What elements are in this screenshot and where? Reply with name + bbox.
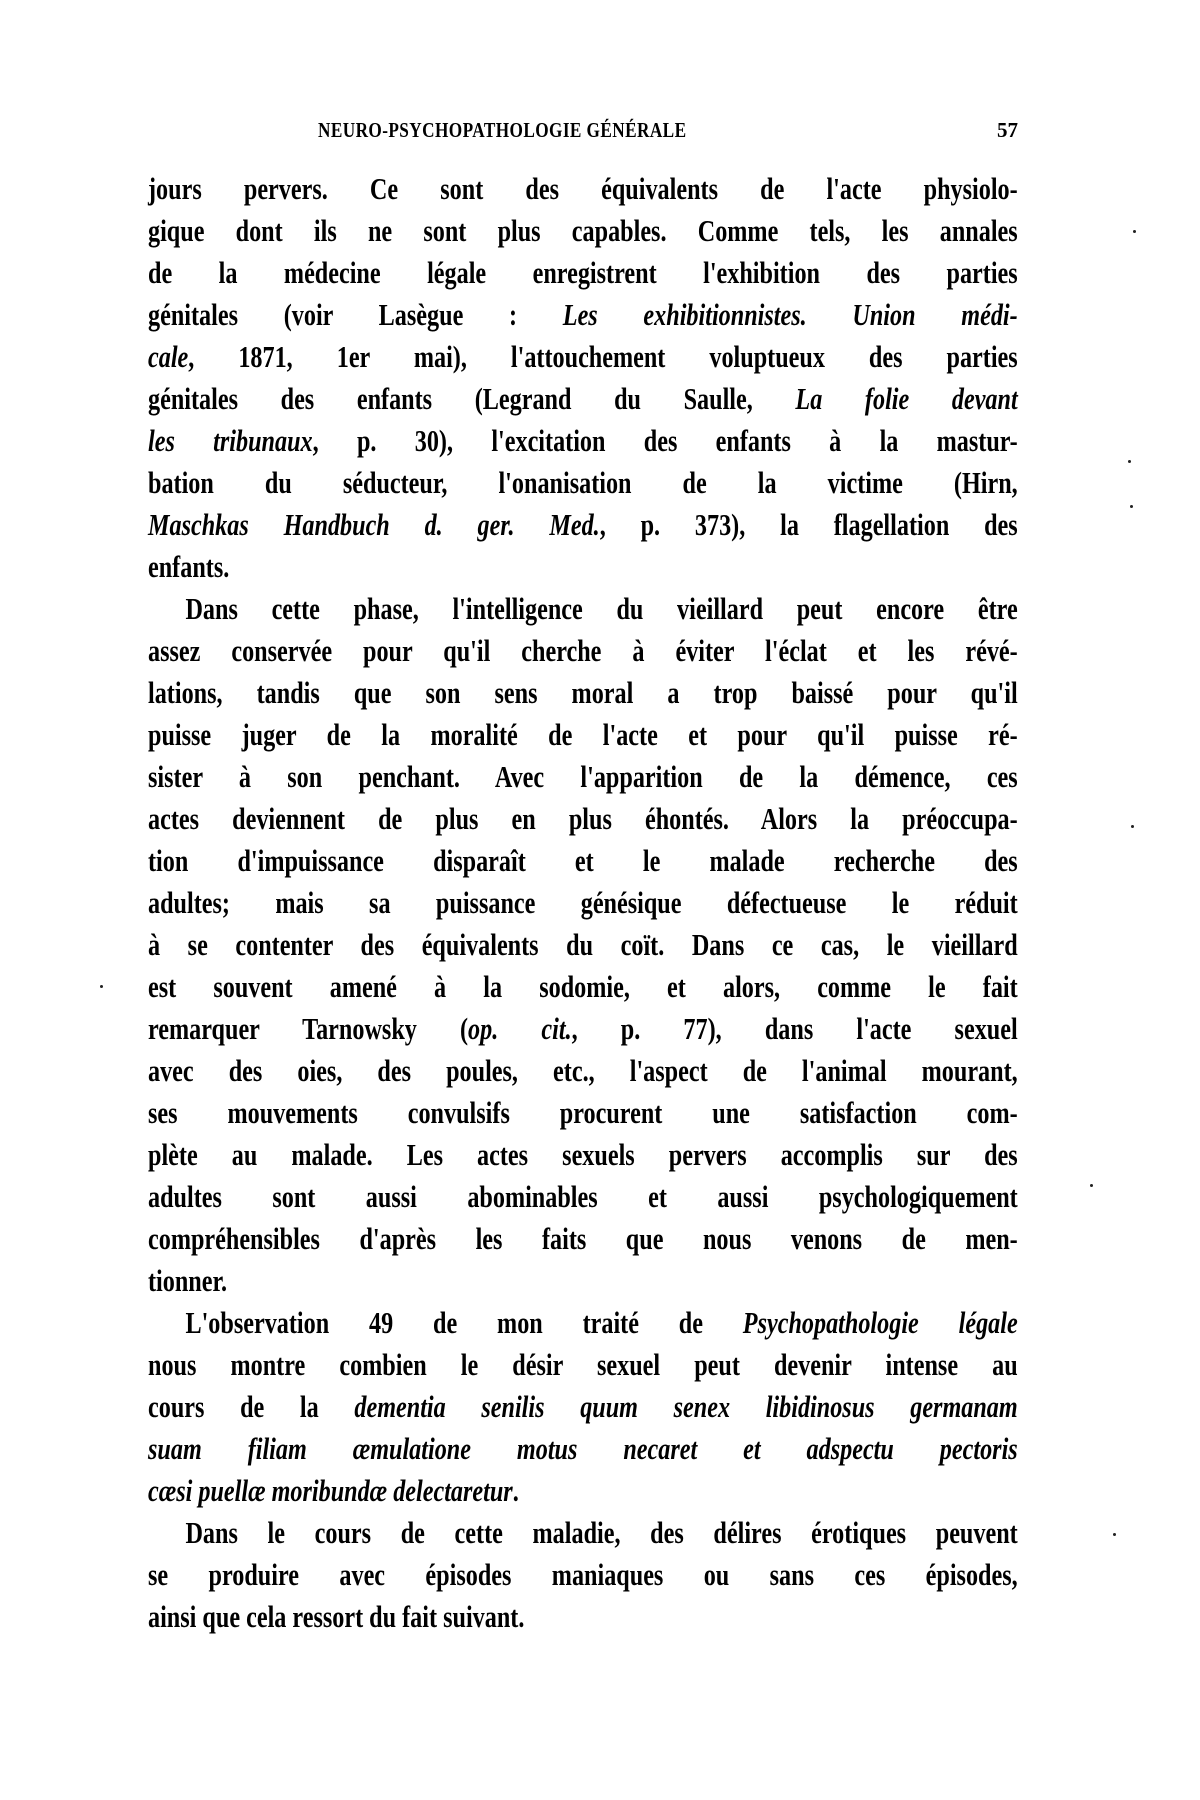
paragraph (148, 588, 1018, 1302)
text-segment: Dans cette phase, l'intelligence du vieillard peut encore être (185, 591, 1018, 626)
page-number: 57 (997, 118, 1018, 142)
text-line (148, 294, 1018, 336)
text-segment: génitales (voir Lasègue : (148, 297, 563, 332)
text-segment: . (512, 1473, 519, 1508)
italic-text-segment: Psychopathologie légale (742, 1305, 1018, 1340)
text-line (148, 462, 1018, 504)
text-segment: nous montre combien le désir sexuel peut devenir intense au (148, 1347, 1018, 1382)
paragraph (148, 168, 1018, 588)
text-line (148, 1386, 1018, 1428)
text-segment: L'observation 49 de mon traité de (185, 1305, 743, 1340)
text-segment: à se contenter des équivalents du coït. Dans ce cas, le vieillard (148, 927, 1018, 962)
text-segment: ainsi que cela ressort du fait suivant. (148, 1599, 525, 1634)
text-line (148, 1596, 1018, 1638)
text-segment: bation du séducteur, l'onanisation de la victime (Hirn, (148, 465, 1018, 500)
paragraph (148, 1302, 1018, 1512)
text-segment: sister à son penchant. Avec l'apparition de la démence, ces (148, 759, 1018, 794)
text-line (148, 1008, 1018, 1050)
italic-text-segment: Les exhibitionnistes. Union médi- (562, 297, 1018, 332)
text-line (148, 336, 1018, 378)
text-segment: adultes sont aussi abominables et aussi psychologiquement (148, 1179, 1018, 1214)
text-line (148, 882, 1018, 924)
text-line (148, 1428, 1018, 1470)
text-line (148, 1176, 1018, 1218)
text-segment: jours pervers. Ce sont des équivalents de l'acte physiolo- (148, 171, 1018, 206)
text-line (148, 588, 1018, 630)
text-line (148, 1470, 1018, 1512)
text-segment: , p. 373), la flagellation des (599, 507, 1018, 542)
italic-text-segment: cæsi puellæ moribundæ delectaretur (148, 1473, 513, 1508)
text-segment: puisse juger de la moralité de l'acte et pour qu'il puisse ré- (148, 717, 1018, 752)
text-segment: , 1871, 1er mai), l'attouchement voluptueux des parties (188, 339, 1018, 374)
text-segment: adultes; mais sa puissance génésique défectueuse le réduit (148, 885, 1018, 920)
paragraph (148, 1512, 1018, 1638)
text-line (148, 1260, 1018, 1302)
scan-speck (1133, 230, 1136, 233)
scan-speck (1128, 460, 1131, 463)
scan-speck (1113, 1533, 1116, 1536)
text-line (148, 210, 1018, 252)
text-line (148, 1134, 1018, 1176)
text-segment: avec des oies, des poules, etc., l'aspect de l'animal mourant, (148, 1053, 1018, 1088)
text-segment: remarquer Tarnowsky ( (148, 1011, 469, 1046)
text-segment: cours de la (148, 1389, 355, 1424)
text-segment: est souvent amené à la sodomie, et alors, comme le fait (148, 969, 1018, 1004)
text-line (148, 1512, 1018, 1554)
text-segment: lations, tandis que son sens moral a trop baissé pour qu'il (148, 675, 1018, 710)
text-segment: actes deviennent de plus en plus éhontés. Alors la préoccupa- (148, 801, 1018, 836)
text-segment: , p. 77), dans l'acte sexuel (571, 1011, 1018, 1046)
text-segment: tion d'impuissance disparaît et le malade recherche des (148, 843, 1018, 878)
text-line (148, 966, 1018, 1008)
text-line (148, 420, 1018, 462)
text-line (148, 252, 1018, 294)
text-line (148, 378, 1018, 420)
text-segment: génitales des enfants (Legrand du Saulle, (148, 381, 796, 416)
text-segment: gique dont ils ne sont plus capables. Comme tels, les annales (148, 213, 1018, 248)
text-segment: compréhensibles d'après les faits que nous venons de men- (148, 1221, 1018, 1256)
scan-speck (1131, 825, 1134, 828)
text-segment: ses mouvements convulsifs procurent une satisfaction com- (148, 1095, 1018, 1130)
text-line (148, 1218, 1018, 1260)
italic-text-segment: La folie devant (795, 381, 1018, 416)
body-text (148, 168, 1018, 1638)
italic-text-segment: Maschkas Handbuch d. ger. Med. (148, 507, 600, 542)
text-line (148, 798, 1018, 840)
text-segment: se produire avec épisodes maniaques ou sans ces épisodes, (148, 1557, 1018, 1592)
italic-text-segment: op. cit. (468, 1011, 572, 1046)
text-line (148, 168, 1018, 210)
italic-text-segment: les tribunaux (148, 423, 313, 458)
scan-speck (1130, 505, 1133, 508)
italic-text-segment: cale (148, 339, 189, 374)
text-segment: tionner. (148, 1263, 228, 1298)
text-segment: Dans le cours de cette maladie, des délires érotiques peuvent (185, 1515, 1018, 1550)
text-segment: assez conservée pour qu'il cherche à éviter l'éclat et les révé- (148, 633, 1018, 668)
text-line (148, 840, 1018, 882)
text-line (148, 714, 1018, 756)
text-line (148, 630, 1018, 672)
text-line (148, 1344, 1018, 1386)
text-segment: enfants. (148, 549, 230, 584)
running-head-title: NEURO-PSYCHOPATHOLOGIE GÉNÉRALE (318, 118, 687, 142)
text-line (148, 924, 1018, 966)
text-segment: de la médecine légale enregistrent l'exhibition des parties (148, 255, 1018, 290)
text-line (148, 1050, 1018, 1092)
text-segment: , p. 30), l'excitation des enfants à la mastur- (312, 423, 1018, 458)
text-segment: plète au malade. Les actes sexuels pervers accomplis sur des (148, 1137, 1018, 1172)
scan-speck (100, 985, 103, 988)
text-line (148, 1092, 1018, 1134)
running-head (318, 118, 1018, 148)
scan-speck (1090, 1184, 1093, 1187)
italic-text-segment: suam filiam æmulatione motus necaret et adspectu pectoris (148, 1431, 1018, 1466)
text-line (148, 672, 1018, 714)
text-line (148, 756, 1018, 798)
text-line (148, 504, 1018, 546)
italic-text-segment: dementia senilis quum senex libidinosus germanam (354, 1389, 1018, 1424)
text-line (148, 546, 1018, 588)
text-line (148, 1554, 1018, 1596)
text-line (148, 1302, 1018, 1344)
